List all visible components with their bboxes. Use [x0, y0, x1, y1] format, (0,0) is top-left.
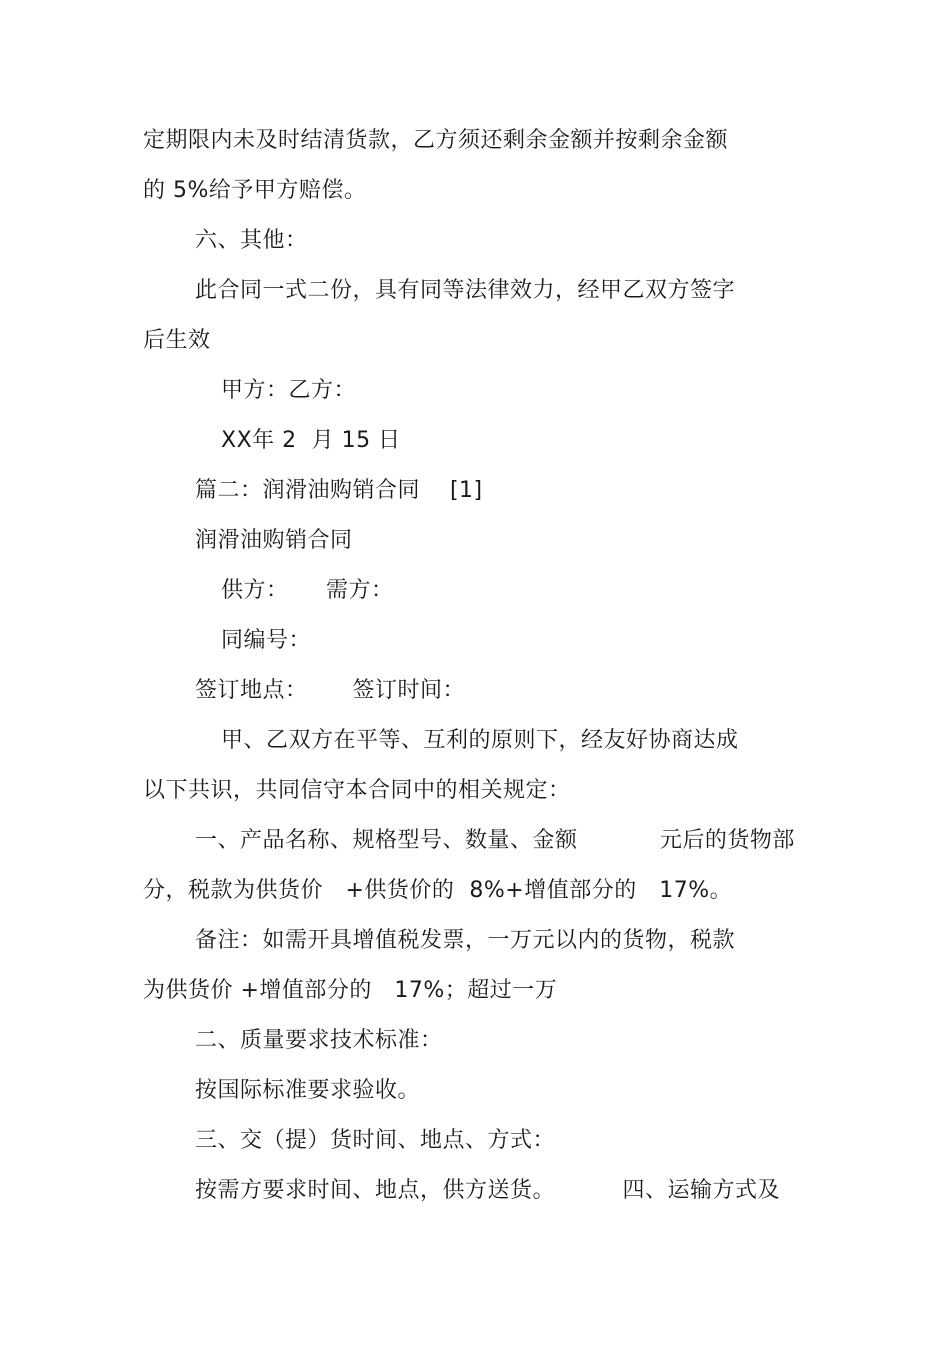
text-line: 按国际标准要求验收。 — [195, 1078, 421, 1103]
section-heading: 三、交（提）货时间、地点、方式： — [195, 1128, 556, 1153]
signing-info-line: 签订地点： 签订时间： — [195, 678, 465, 703]
text-line: 此合同一式二份，具有同等法律效力，经甲乙双方签字 — [195, 278, 736, 303]
text-line: 定期限内未及时结清货款，乙方须还剩余金额并按剩余金额 — [143, 128, 729, 153]
signature-line: 甲方：乙方： — [221, 378, 357, 403]
party-line: 供方： 需方： — [221, 578, 394, 603]
text-line: 按需方要求时间、地点，供方送货。 四、运输方式及 — [195, 1178, 780, 1203]
section-heading: 一、产品名称、规格型号、数量、金额 元后的货物部 — [195, 828, 795, 853]
note-line: 备注：如需开具增值税发票，一万元以内的货物，税款 — [195, 928, 736, 953]
text-line: 为供货价 +增值部分的 17%；超过一万 — [143, 978, 558, 1003]
text-line: 甲、乙双方在平等、互利的原则下，经友好协商达成 — [221, 728, 739, 753]
text-line: 分，税款为供货价 +供货价的 8%+增值部分的 17%。 — [143, 878, 733, 903]
section-heading: 二、质量要求技术标准： — [195, 1028, 443, 1053]
chapter-title: 篇二：润滑油购销合同 [1] — [195, 478, 483, 503]
contract-title: 润滑油购销合同 — [195, 528, 353, 553]
section-heading: 六、其他： — [195, 228, 308, 253]
date-line: XX年 2 月 15 日 — [221, 428, 401, 453]
contract-number-line: 同编号： — [221, 628, 312, 653]
text-line: 以下共识，共同信守本合同中的相关规定： — [143, 778, 571, 803]
text-line: 后生效 — [143, 328, 211, 353]
text-line: 的 5%给予甲方赔偿。 — [143, 178, 367, 203]
